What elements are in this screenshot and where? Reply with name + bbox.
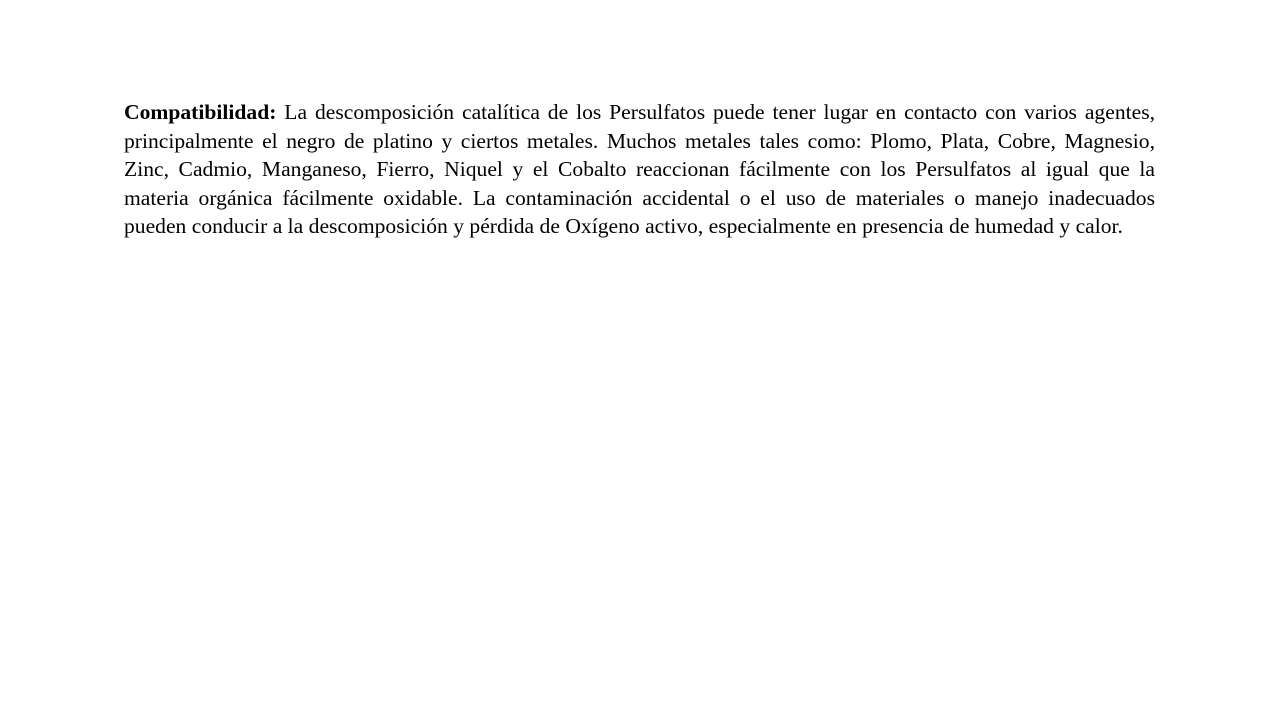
compatibility-text: La descomposición catalítica de los Persulfatos puede tener lugar en contacto con varios agentes, principalmente el negro de platino y ciertos metales. Muchos metales tales como: Plomo, Plata, Cobre, Magnesio, Zinc, Cadmio, Manganeso, Fierro, Niquel y el Cobalto reaccionan fácilmente con los Persulfatos al igual que la materia orgánica fácilmente oxidable. La contaminación accidental o el uso de materiales o manejo inadecuados pueden conducir a la descomposición y pérdida de Oxígeno activo, especialmente en presencia de humedad y calor. <box>124 100 1155 238</box>
compatibility-label: Compatibilidad: <box>124 100 277 124</box>
compatibility-paragraph <box>124 98 1155 241</box>
